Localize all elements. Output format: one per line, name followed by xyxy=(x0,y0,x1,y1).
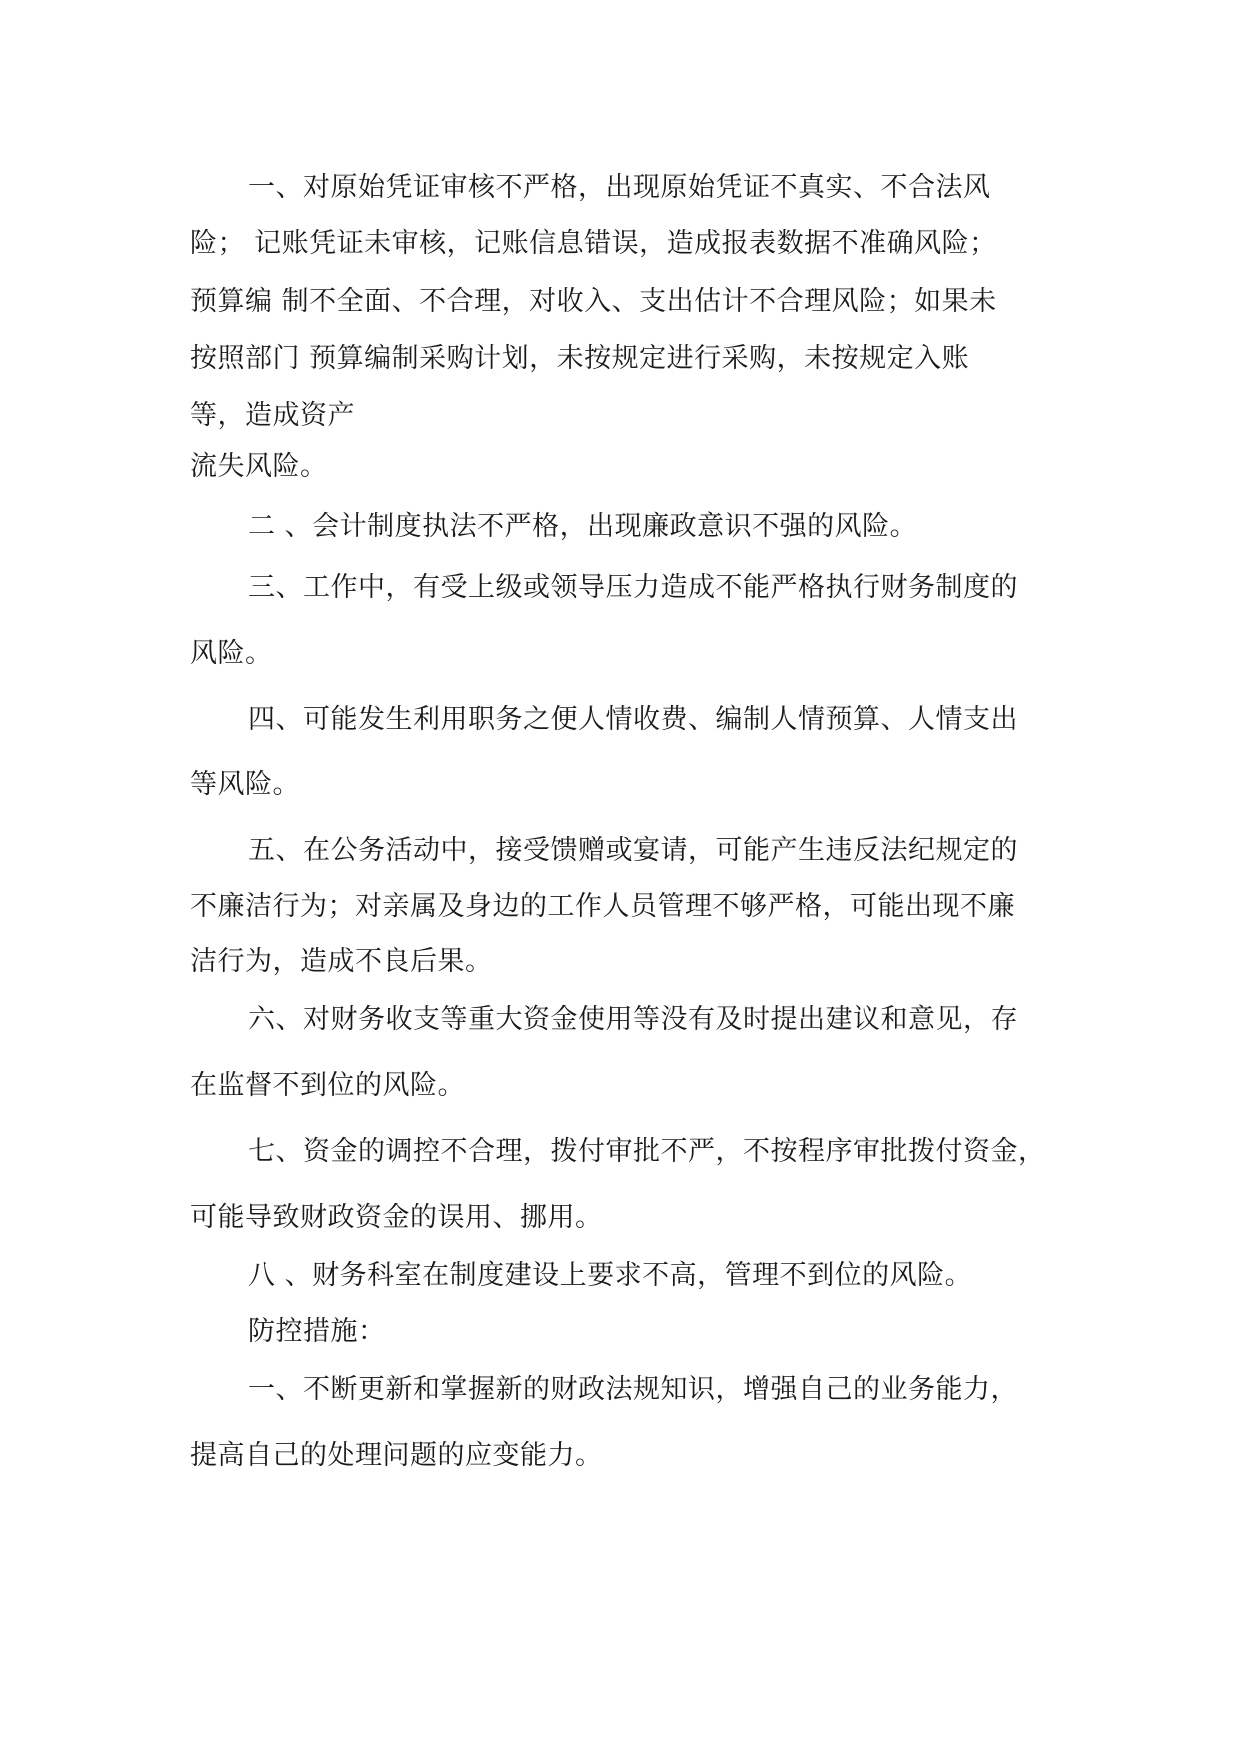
text-line: 一、不断更新和掌握新的财政法规知识，增强自己的业务能力， xyxy=(248,1374,1018,1405)
text-line: 按照部门 预算编制采购计划，未按规定进行采购，未按规定入账 xyxy=(190,343,970,374)
text-line: 在监督不到位的风险。 xyxy=(190,1070,465,1101)
text-line: 四、可能发生利用职务之便人情收费、编制人情预算、人情支出 xyxy=(248,704,1018,735)
text-line: 风险。 xyxy=(190,638,273,669)
text-line: 预算编 制不全面、不合理，对收入、支出估计不合理风险；如果未 xyxy=(190,286,997,317)
text-line: 七、资金的调控不合理，拨付审批不严，不按程序审批拨付资金， xyxy=(248,1136,1046,1167)
text-line: 不廉洁行为；对亲属及身边的工作人员管理不够严格，可能出现不廉 xyxy=(190,891,1015,922)
text-line: 提高自己的处理问题的应变能力。 xyxy=(190,1440,603,1471)
text-line: 一、对原始凭证审核不严格，出现原始凭证不真实、不合法风 xyxy=(248,172,991,203)
text-line: 五、在公务活动中，接受馈赠或宴请，可能产生违反法纪规定的 xyxy=(248,835,1018,866)
text-line: 等，造成资产 xyxy=(190,400,355,431)
text-line: 八 、财务科室在制度建设上要求不高，管理不到位的风险。 xyxy=(248,1260,973,1291)
text-line: 二 、会计制度执法不严格，出现廉政意识不强的风险。 xyxy=(248,511,918,542)
text-line: 等风险。 xyxy=(190,769,300,800)
text-line: 险； 记账凭证未审核，记账信息错误，造成报表数据不准确风险； xyxy=(190,228,997,259)
text-line: 六、对财务收支等重大资金使用等没有及时提出建议和意见，存 xyxy=(248,1004,1018,1035)
text-line: 防控措施： xyxy=(248,1316,386,1347)
text-line: 三、工作中，有受上级或领导压力造成不能严格执行财务制度的 xyxy=(248,572,1018,603)
text-line: 可能导致财政资金的误用、挪用。 xyxy=(190,1202,603,1233)
text-line: 洁行为，造成不良后果。 xyxy=(190,946,493,977)
text-line: 流失风险。 xyxy=(190,451,328,482)
